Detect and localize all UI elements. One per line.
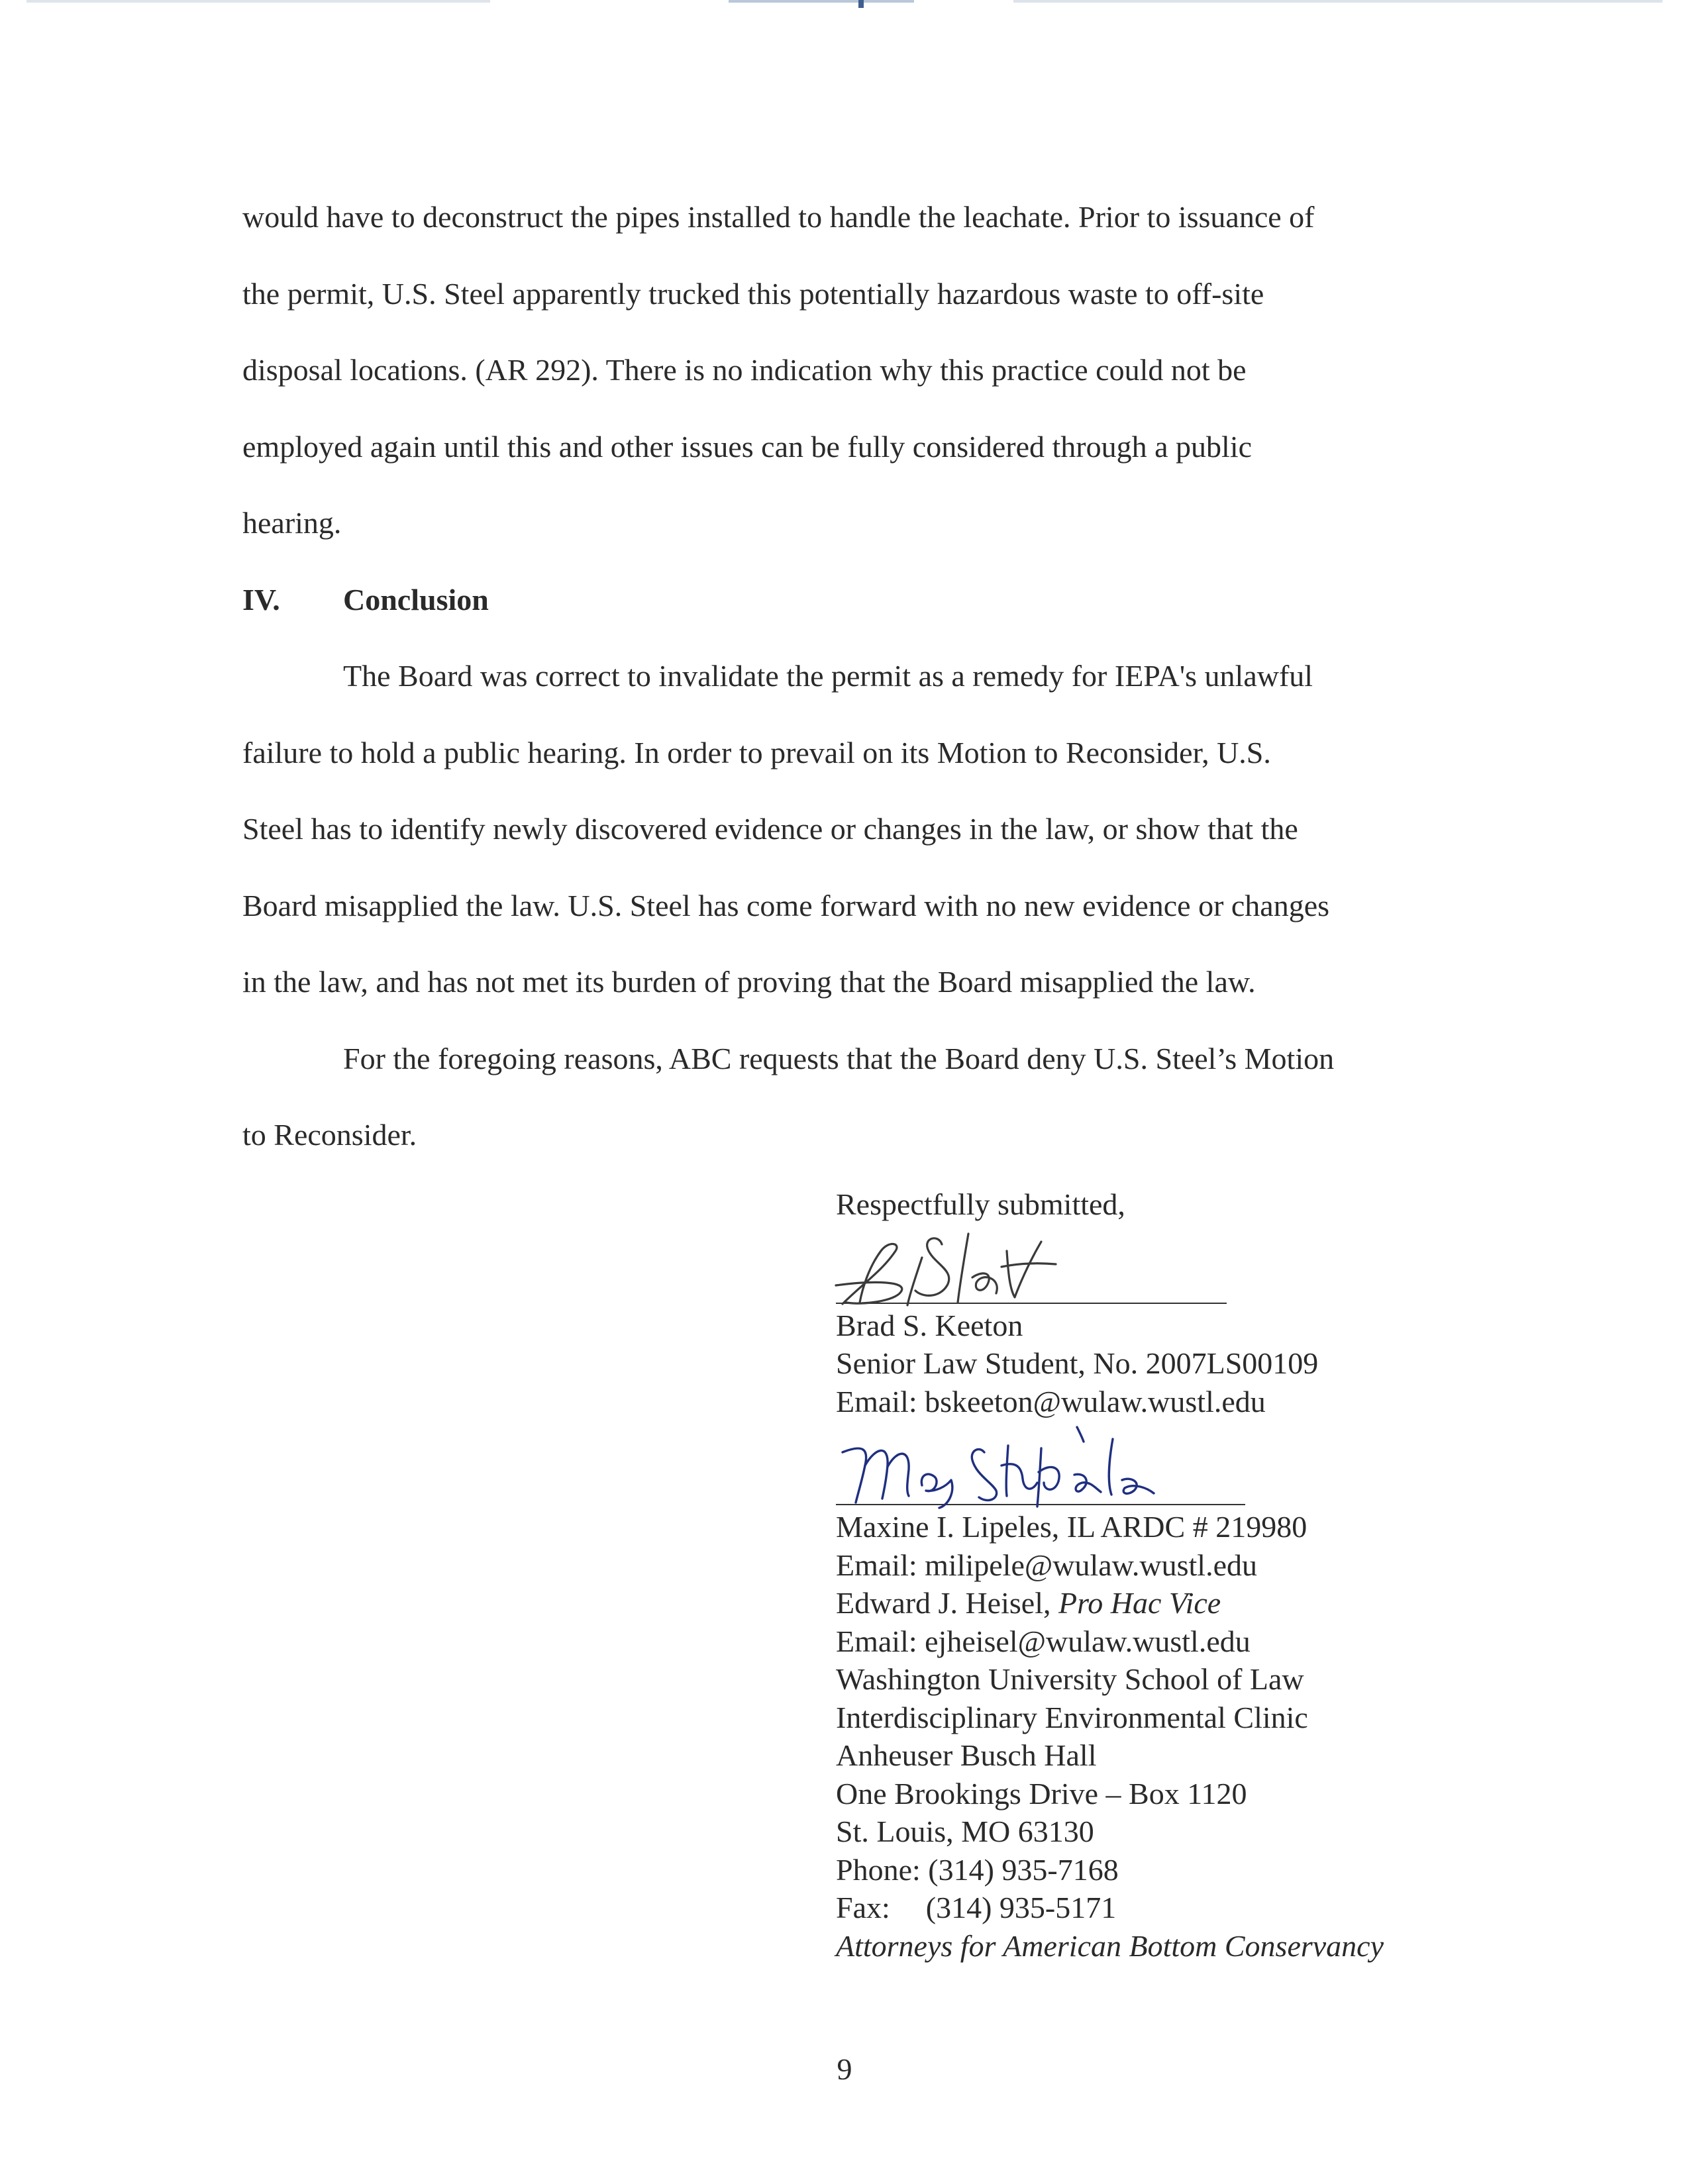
fax-line [836, 1889, 1664, 1927]
address-line: Anheuser Busch Hall [836, 1738, 1097, 1772]
phone-number: Phone: (314) 935-7168 [836, 1852, 1119, 1887]
address-line: Interdisciplinary Environmental Clinic [836, 1700, 1308, 1734]
signature-maxine-lipeles [836, 1420, 1664, 1508]
signature-brad-keeton [836, 1224, 1664, 1307]
section-title: Conclusion [343, 582, 489, 617]
continued-paragraph [242, 179, 1448, 1173]
scan-tick-mark [858, 0, 864, 8]
attorneys-for: Attorneys for American Bottom Conservancy [836, 1928, 1384, 1963]
signer1-email: Email: bskeeton@wulaw.wustl.edu [836, 1384, 1266, 1418]
signature-block [836, 1185, 1664, 1965]
signer3-email: Email: ejheisel@wulaw.wustl.edu [836, 1624, 1251, 1658]
scan-line-middle [729, 0, 914, 3]
fax-label: Fax: [836, 1891, 890, 1924]
conclusion-paragraph [242, 638, 1448, 1020]
text-line: in the law, and has not met its burden of proving that the Board misapplied the law. [242, 965, 1256, 999]
handwritten-signature-1-icon [823, 1224, 1167, 1311]
fax-number: (314) 935-5171 [925, 1891, 1117, 1924]
scan-line-left [26, 0, 490, 3]
text-line: employed again until this and other issues can be fully considered through a public [242, 429, 1253, 464]
section-heading [242, 562, 1448, 638]
signer3-name-line [836, 1584, 1664, 1622]
signer1-title: Senior Law Student, No. 2007LS00109 [836, 1346, 1319, 1380]
text-line: failure to hold a public hearing. In order to prevail on its Motion to Reconsider, U.S. [242, 735, 1271, 769]
text-line: Steel has to identify newly discovered evidence or changes in the law, or show that the [242, 812, 1298, 846]
salutation: Respectfully submitted, [836, 1187, 1125, 1221]
text-line: hearing. [242, 506, 342, 540]
text-line: The Board was correct to invalidate the permit as a remedy for IEPA's unlawful [343, 659, 1313, 693]
text-line: disposal locations. (AR 292). There is no indication why this practice could not be [242, 353, 1247, 387]
address-line: St. Louis, MO 63130 [836, 1814, 1094, 1848]
handwritten-signature-2-icon [823, 1419, 1194, 1512]
section-number: IV. [242, 582, 280, 617]
text-line: the permit, U.S. Steel apparently trucked this potentially hazardous waste to off-site [242, 276, 1264, 311]
page-number: 9 [837, 2052, 852, 2086]
text-line: For the foregoing reasons, ABC requests that the Board deny U.S. Steel’s Motion [343, 1041, 1335, 1075]
text-line: would have to deconstruct the pipes installed to handle the leachate. Prior to issuance of [242, 200, 1315, 234]
signer1-name: Brad S. Keeton [836, 1308, 1023, 1342]
signer3-name: Edward J. Heisel, [836, 1586, 1058, 1620]
address-line: Washington University School of Law [836, 1662, 1304, 1696]
text-line: Board misapplied the law. U.S. Steel has come forward with no new evidence or changes [242, 888, 1330, 922]
signer3-designation: Pro Hac Vice [1058, 1586, 1221, 1620]
text-line: to Reconsider. [242, 1118, 417, 1152]
signer2-name: Maxine I. Lipeles, IL ARDC # 219980 [836, 1510, 1307, 1544]
address-line: One Brookings Drive – Box 1120 [836, 1776, 1247, 1811]
scan-line-right [1013, 0, 1663, 3]
signer2-email: Email: milipele@wulaw.wustl.edu [836, 1548, 1257, 1582]
closing-paragraph [242, 1020, 1448, 1173]
